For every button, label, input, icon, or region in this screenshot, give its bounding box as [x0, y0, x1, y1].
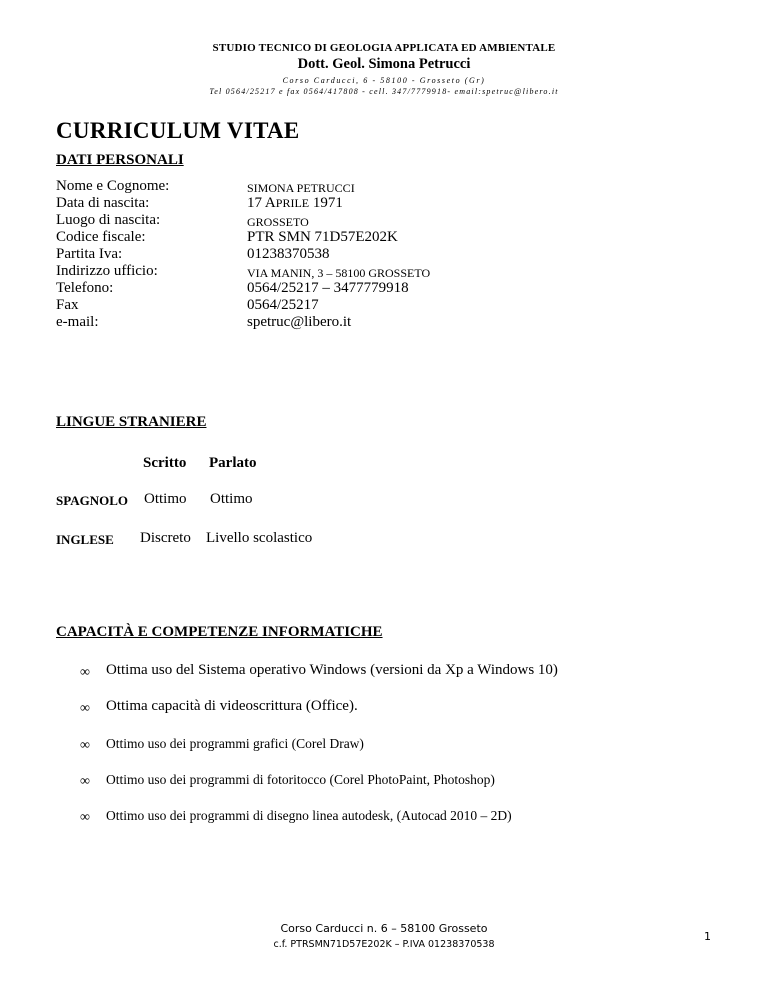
personal-label: Telefono:	[56, 280, 114, 296]
personal-value: VIA MANIN, 3 – 58100 GROSSETO	[247, 266, 431, 280]
skill-item: Ottima uso del Sistema operativo Windows (versioni da Xp a Windows 10)	[106, 662, 558, 678]
section-heading-languages: LINGUE STRANIERE	[56, 414, 207, 430]
personal-value: 0564/25217	[247, 297, 319, 313]
personal-value: SIMONA PETRUCCI	[247, 181, 355, 195]
personal-label: Indirizzo ufficio:	[56, 263, 158, 279]
studio-name: STUDIO TECNICO DI GEOLOGIA APPLICATA ED AMBIENTALE	[212, 42, 556, 54]
personal-label: e-mail:	[56, 314, 99, 330]
personal-label: Data di nascita:	[56, 195, 150, 211]
personal-value: PTR SMN 71D57E202K	[247, 229, 398, 245]
header-address: Corso Carducci, 6 - 58100 - Grosseto (Gr)	[282, 76, 486, 85]
skill-item: Ottimo uso dei programmi grafici (Corel Draw)	[106, 736, 364, 751]
column-header-written: Scritto	[143, 455, 187, 471]
personal-value: 01238370538	[247, 246, 330, 262]
section-heading-it-skills: CAPACITÀ E COMPETENZE INFORMATICHE	[56, 624, 383, 640]
column-header-spoken: Parlato	[209, 455, 257, 471]
language-name: SPAGNOLO	[56, 493, 128, 508]
language-spoken-level: Livello scolastico	[206, 530, 313, 546]
bullet-icon: ∞	[80, 701, 90, 716]
personal-label: Nome e Cognome:	[56, 178, 170, 194]
bullet-icon: ∞	[80, 774, 90, 789]
header-contacts: Tel 0564/25217 e fax 0564/417808 - cell. 347/7779918- email:spetruc@libero.it	[209, 87, 559, 96]
language-written-level: Discreto	[140, 530, 191, 546]
personal-label: Codice fiscale:	[56, 229, 146, 245]
personal-value: GROSSETO	[247, 215, 309, 229]
skill-item: Ottima capacità di videoscrittura (Office).	[106, 698, 358, 714]
bullet-icon: ∞	[80, 810, 90, 825]
personal-label: Partita Iva:	[56, 246, 123, 262]
footer-tax-info: c.f. PTRSMN71D57E202K – P.IVA 01238370538	[273, 939, 495, 950]
language-written-level: Ottimo	[144, 491, 187, 507]
personal-value: 0564/25217 – 3477779918	[247, 280, 409, 296]
personal-label: Luogo di nascita:	[56, 212, 161, 228]
skill-item: Ottimo uso dei programmi di disegno linea autodesk, (Autocad 2010 – 2D)	[106, 808, 512, 823]
personal-value: spetruc@libero.it	[247, 314, 352, 330]
bullet-icon: ∞	[80, 738, 90, 753]
skill-item: Ottimo uso dei programmi di fotoritocco (Corel PhotoPaint, Photoshop)	[106, 772, 495, 787]
professional-name: Dott. Geol. Simona Petrucci	[297, 56, 471, 72]
personal-label: Fax	[56, 297, 79, 313]
language-spoken-level: Ottimo	[210, 491, 253, 507]
language-name: INGLESE	[56, 532, 114, 547]
personal-value: 17 APRILE 1971	[247, 195, 343, 211]
footer-address: Corso Carducci n. 6 – 58100 Grosseto	[280, 922, 488, 935]
section-heading-personal: DATI PERSONALI	[56, 152, 184, 168]
bullet-icon: ∞	[80, 665, 90, 680]
page-number: 1	[704, 930, 711, 943]
document-title: CURRICULUM VITAE	[56, 118, 300, 143]
